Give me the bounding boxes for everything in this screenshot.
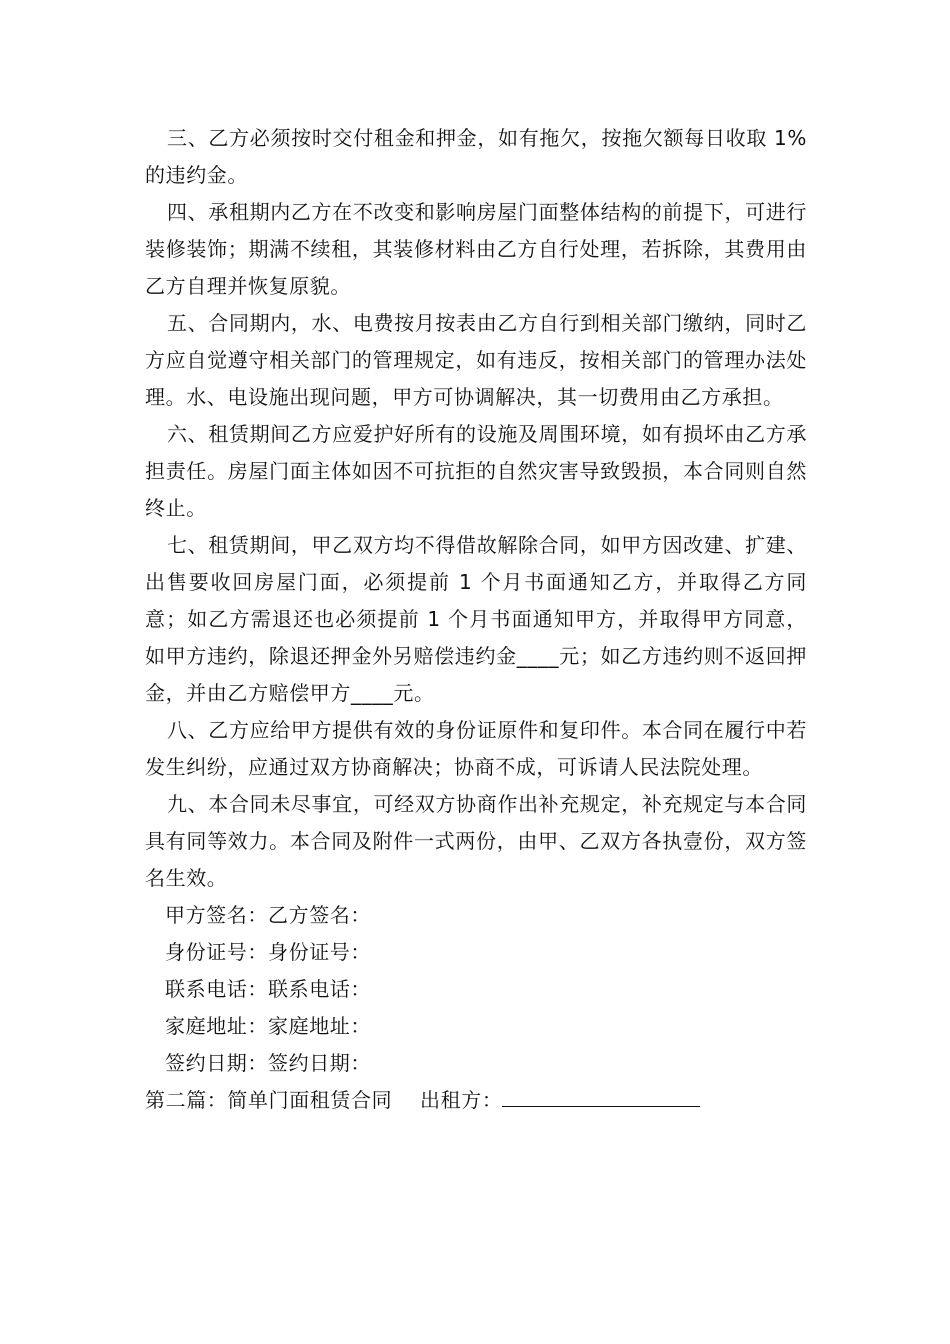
- party-b-id-label: 身份证号：: [268, 940, 371, 964]
- signature-row-phone: [145, 971, 807, 1008]
- clause-8: 八、乙方应给甲方提供有效的身份证原件和复印件。本合同在履行中若发生纠纷，应通过双方协商解决；协商不成，可诉请人民法院处理。: [145, 718, 807, 779]
- contract-body: [145, 120, 807, 1119]
- party-b-address-label: 家庭地址：: [268, 1014, 371, 1038]
- lessor-label: 出租方：: [420, 1088, 503, 1112]
- next-section-title: 第二篇：简单门面租赁合同: [145, 1088, 393, 1112]
- signature-row-date: [145, 1045, 807, 1082]
- clause-7: 七、租赁期间，甲乙双方均不得借故解除合同，如甲方因改建、扩建、出售要收回房屋门面，必须提前 1 个月书面通知乙方，并取得乙方同意；如乙方需退还也必须提前 1 个月书面通知甲方，并取得甲方同意，如甲方违约，除退还押金外另赔偿违约金____元；如乙方违约则不返回押金，并由乙方赔偿甲方____元。: [145, 533, 807, 705]
- party-b-date-label: 签约日期：: [268, 1051, 371, 1075]
- signature-row-id: [145, 934, 807, 971]
- next-section-heading: [145, 1082, 807, 1119]
- lessor-blank-line: [502, 1084, 700, 1107]
- clause-3: 三、乙方必须按时交付租金和押金，如有拖欠，按拖欠额每日收取 1%的违约金。: [145, 126, 807, 187]
- signature-row-name: [145, 897, 807, 934]
- party-b-phone-label: 联系电话：: [268, 977, 371, 1001]
- party-a-phone-label: 联系电话：: [165, 977, 268, 1001]
- clause-4: 四、承租期内乙方在不改变和影响房屋门面整体结构的前提下，可进行装修装饰；期满不续租，其装修材料由乙方自行处理，若拆除，其费用由乙方自理并恢复原貌。: [145, 200, 807, 298]
- signature-row-address: [145, 1008, 807, 1045]
- clause-5: 五、合同期内，水、电费按月按表由乙方自行到相关部门缴纳，同时乙方应自觉遵守相关部门的管理规定，如有违反，按相关部门的管理办法处理。水、电设施出现问题，甲方可协调解决，其一切费用由乙方承担。: [145, 311, 807, 409]
- clause-9: 九、本合同未尽事宜，可经双方协商作出补充规定，补充规定与本合同具有同等效力。本合同及附件一式两份，由甲、乙双方各执壹份，双方签名生效。: [145, 792, 807, 890]
- party-a-date-label: 签约日期：: [165, 1051, 268, 1075]
- party-b-signature-label: 乙方签名：: [268, 903, 371, 927]
- party-a-signature-label: 甲方签名：: [165, 903, 268, 927]
- party-a-id-label: 身份证号：: [165, 940, 268, 964]
- party-a-address-label: 家庭地址：: [165, 1014, 268, 1038]
- clause-6: 六、租赁期间乙方应爱护好所有的设施及周围环境，如有损坏由乙方承担责任。房屋门面主体如因不可抗拒的自然灾害导致毁损，本合同则自然终止。: [145, 422, 807, 520]
